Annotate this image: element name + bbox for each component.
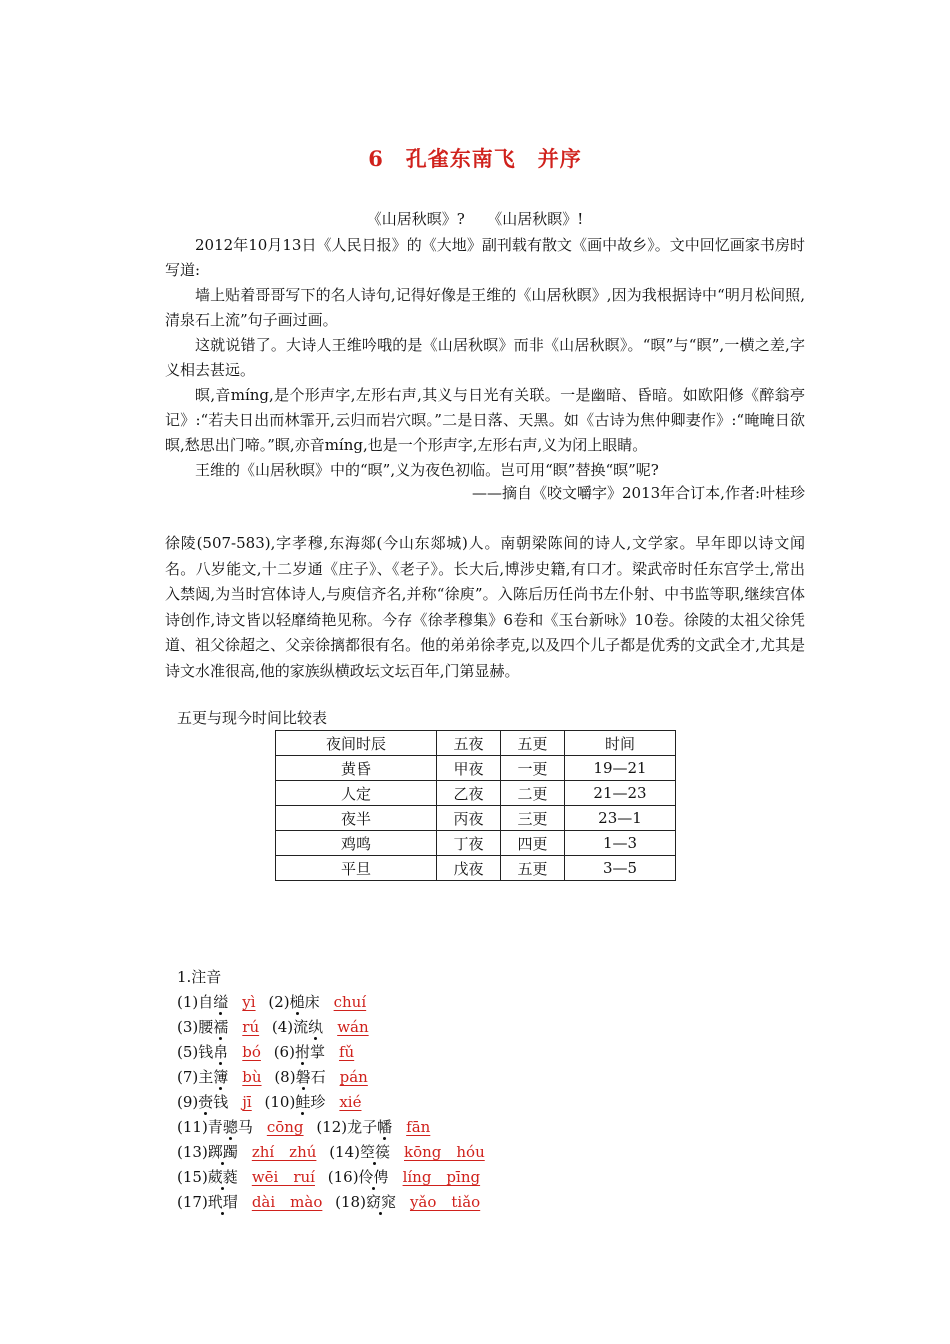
table-cell: 平旦 — [276, 856, 437, 881]
exercise-item: (6)拊掌 fǔ — [274, 1040, 363, 1065]
table-cell: 夜半 — [276, 806, 437, 831]
exercise-item: (5)钱帛 bó — [177, 1040, 269, 1065]
answer-pinyin: xié — [339, 1093, 362, 1111]
exercise-row — [177, 1165, 493, 1190]
table-row — [276, 756, 676, 781]
exercise-item: (11)青骢马 cōng — [177, 1115, 312, 1140]
table-cell: 鸡鸣 — [276, 831, 437, 856]
exercise-row — [177, 1190, 493, 1215]
answer-pinyin: bó — [242, 1043, 261, 1061]
exercise-row — [177, 1065, 493, 1090]
answer-pinyin: wán — [337, 1018, 369, 1036]
essay-paragraph: 墙上贴着哥哥写下的名人诗句,记得好像是王维的《山居秋瞑》,因为我根据诗中“明月松间照,清泉石上流”句子画过画。 — [165, 286, 805, 329]
table-cell: 四更 — [501, 831, 565, 856]
exercise-item: (3)腰襦 rú — [177, 1015, 267, 1040]
essay-paragraph: 2012年10月13日《人民日报》的《大地》副刊载有散文《画中故乡》。文中回忆画家书房时写道: — [165, 236, 805, 279]
table-header: 五夜 — [437, 731, 501, 756]
table-cell: 戊夜 — [437, 856, 501, 881]
answer-pinyin: kōng hóu — [404, 1143, 485, 1161]
table-cell: 丁夜 — [437, 831, 501, 856]
essay-paragraph: 这就说错了。大诗人王维吟哦的是《山居秋暝》而非《山居秋瞑》。“暝”与“瞑”,一横之差,字义相去甚远。 — [165, 336, 805, 379]
answer-pinyin: wēi ruí — [251, 1168, 315, 1186]
table-cell: 乙夜 — [437, 781, 501, 806]
exercise-item: (18)窈窕 yǎo tiǎo — [335, 1190, 488, 1215]
table-row — [276, 856, 676, 881]
exercise-item: (10)鲑珍 xié — [265, 1090, 370, 1115]
exercise-item: (15)葳蕤 wēi ruí — [177, 1165, 323, 1190]
table-cell: 甲夜 — [437, 756, 501, 781]
table-cell: 1—3 — [565, 831, 676, 856]
exercise-item: (1)自缢 yì — [177, 990, 264, 1015]
answer-pinyin: zhí zhú — [251, 1143, 317, 1161]
table-cell: 21—23 — [565, 781, 676, 806]
exercise-row — [177, 1090, 493, 1115]
exercise-row — [177, 1140, 493, 1165]
table-cell: 23—1 — [565, 806, 676, 831]
answer-pinyin: chuí — [333, 993, 367, 1011]
table-cell: 二更 — [501, 781, 565, 806]
table-caption: 五更与现今时间比较表 — [177, 709, 328, 727]
answer-pinyin: yì — [242, 993, 256, 1011]
answer-pinyin: dài mào — [251, 1193, 323, 1211]
exercise-row — [177, 1115, 493, 1140]
answer-pinyin: líng pīng — [402, 1168, 481, 1186]
exercise-item: (8)磐石 pán — [274, 1065, 376, 1090]
exercise-item: (12)龙子幡 fān — [316, 1115, 438, 1140]
table-cell: 丙夜 — [437, 806, 501, 831]
essay-subtitle: 《山居秋暝》? 《山居秋瞑》! — [366, 210, 584, 228]
page-title: 6 孔雀东南飞 并序 — [368, 146, 582, 171]
author-bio: 徐陵(507-583),字孝穆,东海郯(今山东郯城)人。南朝梁陈间的诗人,文学家。早年即以诗文闻名。八岁能文,十二岁通《庄子》、《老子》。长大后,博涉史籍,有口才。梁武帝时任东宫学士,常出入禁闼,为当时宫体诗人,与庾信齐名,并称“徐庾”。入陈后历任尚书左仆射、中书监等职,继续宫体诗创作,诗文皆以轻靡绮艳见称。今存《徐孝穆集》6卷和《玉台新咏》10卷。徐陵的太祖父徐凭道、祖父徐超之、父亲徐摛都很有名。他的弟弟徐孝克,以及四个儿子都是优秀的文武全才,尤其是诗文水准很高,他的家族纵横政坛文坛百年,门第显赫。 — [165, 534, 805, 680]
answer-pinyin: fǔ — [338, 1043, 355, 1061]
exercise-row — [177, 1040, 493, 1065]
table-cell: 3—5 — [565, 856, 676, 881]
answer-pinyin: rú — [242, 1018, 260, 1036]
exercise-item: (14)箜篌 kōng hóu — [329, 1140, 493, 1165]
table-row — [276, 806, 676, 831]
answer-pinyin: yǎo tiǎo — [409, 1193, 481, 1211]
table-cell: 一更 — [501, 756, 565, 781]
table-cell: 19—21 — [565, 756, 676, 781]
time-comparison-table — [275, 730, 676, 881]
essay-paragraph: 王维的《山居秋暝》中的“暝”,义为夜色初临。岂可用“瞑”替换“暝”呢? — [195, 461, 659, 479]
table-cell: 人定 — [276, 781, 437, 806]
essay-citation: ——摘自《咬文嚼字》2013年合订本,作者:叶桂珍 — [472, 484, 805, 502]
table-header: 五更 — [501, 731, 565, 756]
answer-pinyin: jī — [242, 1093, 252, 1111]
exercise-heading: 1.注音 — [177, 968, 222, 986]
table-cell: 三更 — [501, 806, 565, 831]
table-row — [276, 781, 676, 806]
exercise-row — [177, 1015, 493, 1040]
exercise-section — [177, 965, 493, 1215]
exercise-item: (7)主簿 bù — [177, 1065, 270, 1090]
essay-paragraph: 暝,音míng,是个形声字,左形右声,其义与日光有关联。一是幽暗、昏暗。如欧阳修《醉翁亭记》:“若夫日出而林霏开,云归而岩穴暝。”二是日落、天黑。如《古诗为焦仲卿妻作》:“晻晻日欲暝,愁思出门啼。”瞑,亦音míng,也是一个形声字,左形右声,义为闭上眼睛。 — [165, 386, 805, 454]
table-cell: 黄昏 — [276, 756, 437, 781]
exercise-item: (16)伶俜 líng pīng — [328, 1165, 488, 1190]
exercise-item: (17)玳瑁 dài mào — [177, 1190, 330, 1215]
answer-pinyin: bù — [242, 1068, 262, 1086]
table-header: 时间 — [565, 731, 676, 756]
exercise-row — [177, 990, 493, 1015]
table-row — [276, 831, 676, 856]
table-header-row — [276, 731, 676, 756]
exercise-item: (2)槌床 chuí — [268, 990, 374, 1015]
answer-pinyin: cōng — [266, 1118, 304, 1136]
table-cell: 五更 — [501, 856, 565, 881]
answer-pinyin: fān — [406, 1118, 431, 1136]
table-header: 夜间时辰 — [276, 731, 437, 756]
exercise-item: (9)赍钱 jī — [177, 1090, 260, 1115]
exercise-item: (4)流纨 wán — [272, 1015, 377, 1040]
answer-pinyin: pán — [339, 1068, 368, 1086]
exercise-item: (13)踯躅 zhí zhú — [177, 1140, 324, 1165]
